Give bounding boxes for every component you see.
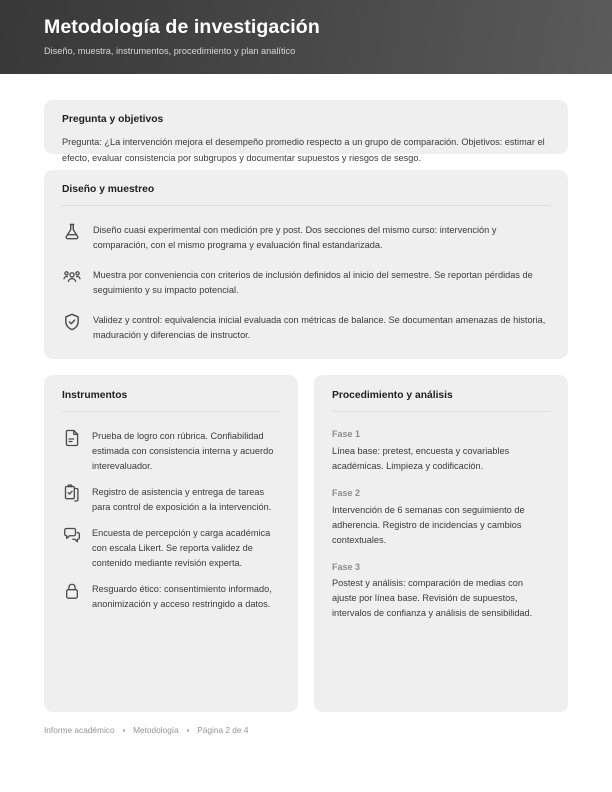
procedure-column bbox=[314, 375, 568, 712]
instruments-title: Instrumentos bbox=[62, 389, 128, 401]
two-column-row bbox=[44, 375, 568, 712]
footer-document-type: Informe académico bbox=[44, 724, 115, 735]
footer-section: Metodología bbox=[133, 724, 179, 735]
phase-label: Fase 2 bbox=[332, 487, 361, 498]
design-sampling-card bbox=[44, 170, 568, 359]
phase-text: Intervención de 6 semanas con seguimiento de adherencia. Registro de incidencias y cambios contextuales. bbox=[332, 504, 525, 545]
design-item bbox=[62, 267, 550, 298]
question-objectives-title: Pregunta y objetivos bbox=[62, 114, 164, 125]
design-sampling-title: Diseño y muestreo bbox=[62, 184, 155, 195]
footer-separator-dot bbox=[123, 729, 126, 732]
procedure-analysis-card bbox=[314, 375, 568, 712]
page-subtitle: Diseño, muestra, instrumentos, procedimiento y plan analítico bbox=[44, 46, 296, 57]
design-item-text: Validez y control: equivalencia inicial evaluada con métricas de balance. Se documentan amenazas de historia, maduración y diferencias de instructor. bbox=[93, 315, 546, 340]
phase-block bbox=[332, 562, 550, 622]
document-icon bbox=[62, 428, 82, 448]
footer-page-number: Página 2 de 4 bbox=[197, 724, 249, 735]
phase-text: Línea base: pretest, encuesta y covariables académicas. Limpieza y codificación. bbox=[332, 445, 510, 471]
instrument-item-text: Registro de asistencia y entrega de tareas para control de exposición a la intervención. bbox=[92, 487, 272, 513]
design-item-text: Muestra por conveniencia con criterios de inclusión definidos al inicio del semestre. Se reportan pérdidas de seguimiento y su impacto potencial. bbox=[93, 270, 533, 296]
instrument-item-text: Prueba de logro con rúbrica. Confiabilidad estimada con consistencia interna y acuerdo interevaluador. bbox=[92, 431, 274, 472]
phase-block bbox=[332, 488, 550, 548]
instrument-item bbox=[62, 525, 280, 571]
page-body bbox=[0, 100, 612, 736]
section-divider bbox=[62, 205, 550, 206]
section-divider bbox=[62, 411, 280, 412]
design-item-text: Diseño cuasi experimental con medición pre y post. Dos secciones del mismo curso: intervención y comparación, con el mismo programa y evaluación final estandarizada. bbox=[93, 225, 497, 251]
question-objectives-card bbox=[44, 100, 568, 164]
lock-icon bbox=[62, 581, 82, 601]
instrument-item bbox=[62, 581, 280, 612]
instrument-item-text: Encuesta de percepción y carga académica con escala Likert. Se reporta validez de contenido mediante revisión experta. bbox=[92, 528, 271, 569]
question-objectives-body: Pregunta: ¿La intervención mejora el desempeño promedio respecto a un grupo de comparación. Objetivos: estimar el efecto, evaluar consistencia por subgrupos y documentar supuestos y riesgos de sesgo. bbox=[62, 137, 545, 164]
design-item bbox=[62, 312, 550, 343]
chat-bubbles-icon bbox=[62, 525, 82, 545]
clipboard-check-icon bbox=[62, 484, 82, 504]
shield-check-icon bbox=[62, 312, 82, 332]
phase-label: Fase 3 bbox=[332, 561, 361, 572]
users-group-icon bbox=[62, 267, 82, 287]
instrument-item-text: Resguardo ético: consentimiento informado, anonimización y acceso restringido a datos. bbox=[92, 584, 272, 610]
procedure-analysis-title: Procedimiento y análisis bbox=[332, 389, 453, 401]
flask-icon bbox=[62, 222, 82, 242]
section-divider bbox=[332, 411, 550, 412]
phase-text: Postest y análisis: comparación de medias con ajuste por línea base. Revisión de supuestos, intervalos de confianza y análisis de sensibilidad. bbox=[332, 578, 533, 619]
phase-label: Fase 1 bbox=[332, 429, 361, 440]
footer-separator-dot bbox=[187, 729, 190, 732]
page-header bbox=[0, 0, 612, 74]
instruments-card bbox=[44, 375, 298, 712]
page-footer bbox=[44, 725, 568, 737]
instrument-item bbox=[62, 484, 280, 515]
phase-block bbox=[332, 429, 550, 474]
instruments-column bbox=[44, 375, 298, 712]
instrument-item bbox=[62, 428, 280, 474]
page-title: Metodología de investigación bbox=[44, 16, 320, 38]
design-item bbox=[62, 222, 550, 253]
